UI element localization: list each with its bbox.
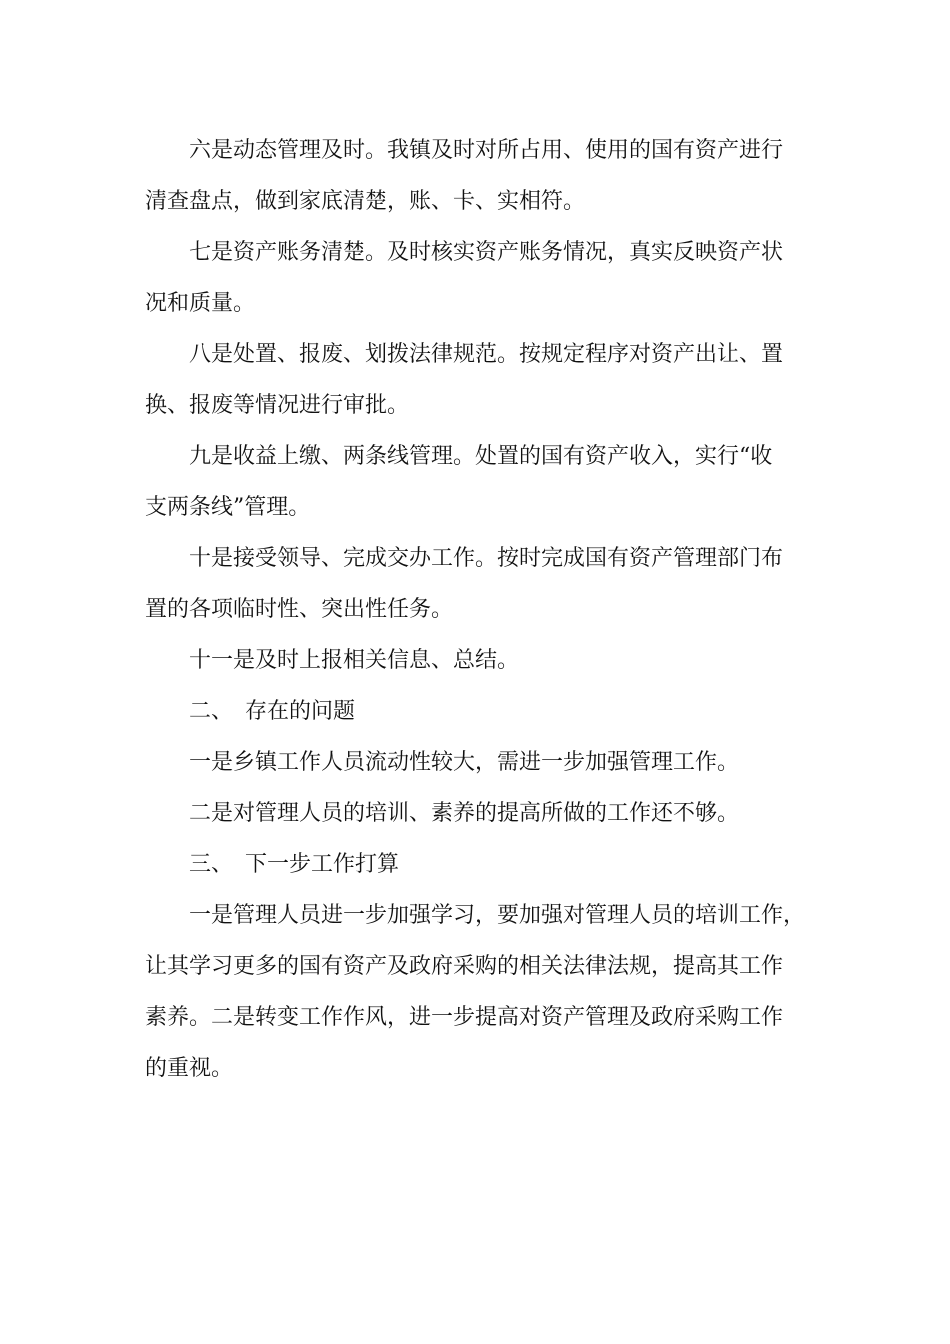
- section-number: 二、: [189, 699, 234, 724]
- paragraph-line: 一是管理人员进一步加强学习，要加强对管理人员的培训工作，: [189, 903, 806, 928]
- problem-item-2: [145, 788, 805, 839]
- paragraph-eight: [145, 329, 805, 431]
- paragraph-line: 十是接受领导、完成交办工作。按时完成国有资产管理部门布: [189, 546, 784, 571]
- paragraph-line: 七是资产账务清楚。及时核实资产账务情况，真实反映资产状: [189, 240, 784, 265]
- paragraph-line: 的重视。: [145, 1056, 234, 1081]
- next-steps-paragraph: [145, 890, 805, 1094]
- section-title: 存在的问题: [245, 699, 356, 724]
- paragraph-line: 九是收益上缴、两条线管理。处置的国有资产收入，实行“收: [189, 444, 773, 469]
- paragraph-line: 清查盘点，做到家底清楚，账、卡、实相符。: [145, 189, 586, 214]
- problem-item-1: [145, 737, 805, 788]
- paragraph-line: 让其学习更多的国有资产及政府采购的相关法律法规，提高其工作: [145, 954, 784, 979]
- paragraph-line: 支两条线”管理。: [145, 495, 311, 520]
- list-item: 一是乡镇工作人员流动性较大，需进一步加强管理工作。: [189, 750, 740, 775]
- list-item: 二是对管理人员的培训、素养的提高所做的工作还不够。: [189, 801, 740, 826]
- paragraph-ten: [145, 533, 805, 635]
- section-heading-next-steps: [145, 839, 805, 890]
- document-body: [145, 125, 805, 1094]
- paragraph-nine: [145, 431, 805, 533]
- section-title: 下一步工作打算: [245, 852, 400, 877]
- paragraph-line: 素养。二是转变工作作风，进一步提高对资产管理及政府采购工作: [145, 1005, 784, 1030]
- paragraph-line: 六是动态管理及时。我镇及时对所占用、使用的国有资产进行: [189, 138, 784, 163]
- paragraph-line: 八是处置、报废、划拨法律规范。按规定程序对资产出让、置: [189, 342, 784, 367]
- paragraph-six: [145, 125, 805, 227]
- paragraph-seven: [145, 227, 805, 329]
- paragraph-line: 换、报废等情况进行审批。: [145, 393, 410, 418]
- paragraph-line: 况和质量。: [145, 291, 256, 316]
- paragraph-line: 十一是及时上报相关信息、总结。: [189, 648, 520, 673]
- section-heading-problems: [145, 686, 805, 737]
- paragraph-eleven: [145, 635, 805, 686]
- paragraph-line: 置的各项临时性、突出性任务。: [145, 597, 454, 622]
- section-number: 三、: [189, 852, 234, 877]
